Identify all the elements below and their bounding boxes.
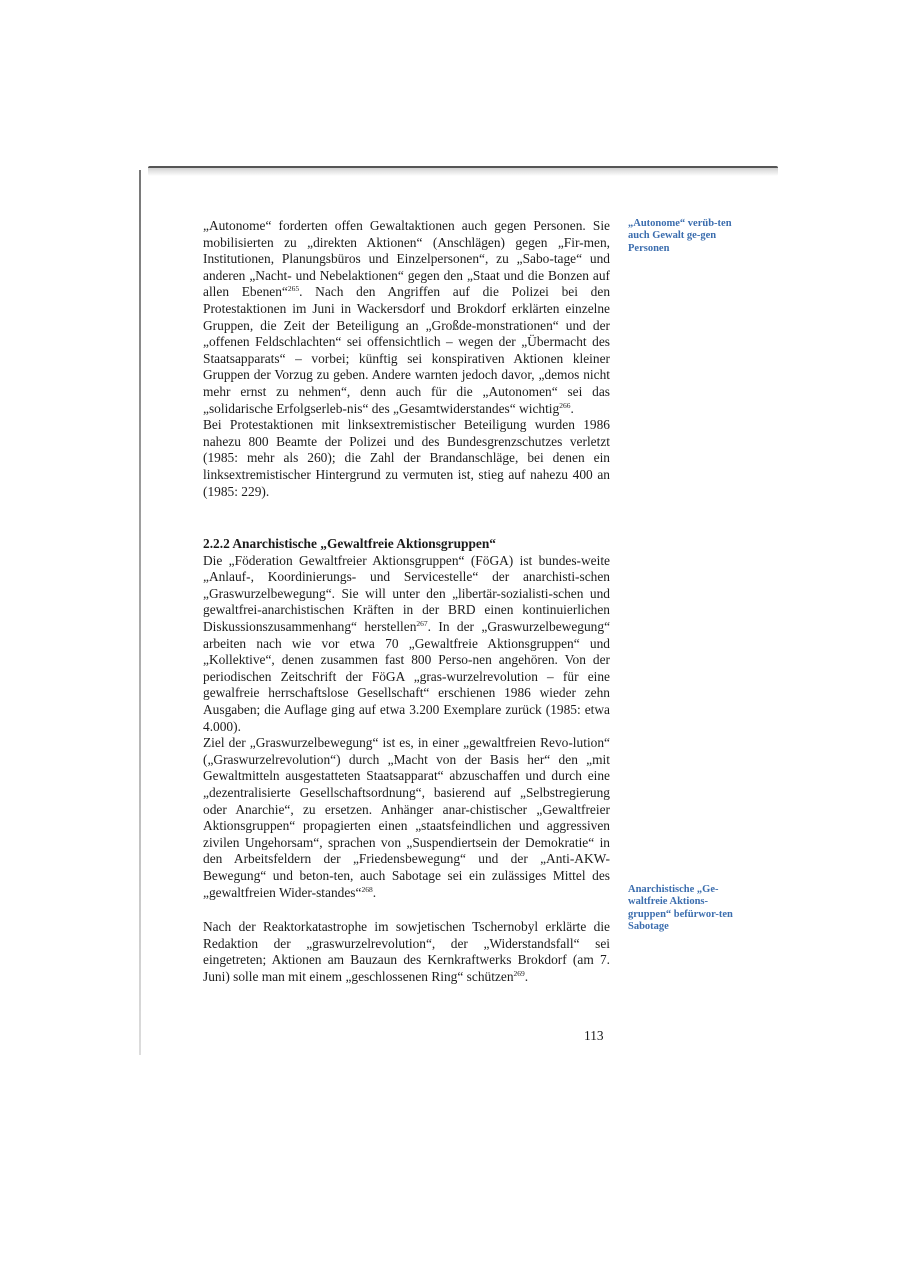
paragraph-text: . Nach den Angriffen auf die Polizei bei den Protestaktionen im Juni in Wackersdorf und Brokdorf erklärten einzelne Gruppen, die Zeit der Beteiligung an „Großde-monstrationen“ und der „offenen Feldschlachten“ sei offensichtlich – wegen der „Übermacht des Staatsapparats“ – vorbei; künftig sei konspirativen Aktionen kleiner Gruppen der Vorzug zu geben. Andere warnten jedoch davor, „demos nicht mehr ernst zu nehmen“, denn auch für die „Autonomen“ sei das „solidarische Erfolgserleb-nis“ des „Gesamtwiderstandes“ wichtig — [203, 284, 611, 416]
main-text-column — [203, 218, 610, 986]
footnote-ref: 265 — [287, 284, 300, 294]
paragraph-text: Die „Föderation Gewaltfreier Aktionsgruppen“ (FöGA) ist bundes-weite „Anlauf-, Koordinierungs- und Servicestelle“ der anarchisti-schen „Graswurzelbewegung“. Sie will unter den „libertär-sozialisti-schen und gewaltfrei-anarchistischen Kräften in der BRD einen kontinuierlichen Diskussionszusammenhang“ herstellen — [203, 552, 610, 635]
footnote-ref: 268 — [361, 884, 373, 894]
footnote-ref: 269 — [513, 968, 525, 978]
page-left-edge — [139, 170, 141, 1055]
spacer — [203, 500, 610, 536]
paragraph-text: . — [570, 400, 574, 416]
margin-note-anarchistische: Anarchistische „Ge-waltfreie Aktions-gruppen“ befürwor-ten Sabotage — [628, 884, 733, 933]
paragraph-text: Bei Protestaktionen mit linksextremistischer Beteiligung wurden 1986 nahezu 800 Beamte der Polizei und des Bundesgrenzschutzes verletzt (1985: mehr als 260); die Zahl der Brandanschläge, bei denen ein linksextremistischer Hintergrund zu vermuten ist, stieg auf nahezu 400 an (1985: 229). — [203, 417, 610, 499]
margin-note-autonome: „Autonome“ verüb-ten auch Gewalt ge-gen Personen — [628, 218, 732, 254]
paragraph-tschernobyl — [203, 919, 610, 985]
paragraph-autonome — [203, 218, 610, 417]
paragraph-text: Ziel der „Graswurzelbewegung“ ist es, in einer „gewaltfreien Revo-lution“ („Graswurzelrevolution“) durch „Macht von der Basis her“ den „mit Gewaltmitteln ausgestatteten Staatsapparat“ abzuschaffen und durch eine „dezentralisierte Gesellschaftsordnung“, basierend auf „Selbstregierung oder Anarchie“, zu ersetzen. Anhänger anar-chistischer „Gewaltfreier Aktionsgruppen“ propagierten einen „staatsfeindlichen und aggressiven zivilen Ungehorsam“, sprachen von „Suspendiertsein der Demokratie“ in den Arbeitsfeldern der „Friedensbewegung“ und der „Anti-AKW-Bewegung“ und beton-ten, auch Sabotage sei ein zulässiges Mittel des „gewaltfreien Wider-standes“ — [203, 735, 610, 900]
paragraph-text: . — [524, 968, 529, 984]
paragraph-text: Nach der Reaktorkatastrophe im sowjetischen Tschernobyl erklärte die Redaktion der „graswurzelrevolution“, der „Widerstandsfall“ sei eingetreten; Aktionen am Bauzaun des Kernkraftwerks Brokdorf (am 7. Juni) solle man mit einem „geschlossenen Ring“ schützen — [203, 919, 610, 984]
footnote-ref: 267 — [416, 619, 428, 629]
page-top-edge-shadow — [148, 166, 778, 176]
footnote-ref: 266 — [559, 400, 571, 410]
paragraph-text: . In der „Graswurzelbewegung“ arbeiten nach wie vor etwa 70 „Gewaltfreie Aktionsgruppen“ und „Kollektive“, denen zusammen fast 800 Perso-nen angehören. Von der periodischen Zeitschrift der FöGA „gras-wurzelrevolution – für eine gewalfreie herrschaftslose Gesellschaft“ erschienen 1986 wieder zehn Ausgaben; die Auflage ging auf etwa 3.200 Exemplare zurück (1985: etwa 4.000). — [203, 619, 611, 734]
paragraph-foega — [203, 553, 610, 736]
paragraph-text: „Autonome“ forderten offen Gewaltaktionen auch gegen Personen. Sie mobilisierten zu „direkten Aktionen“ (Anschlägen) gegen „Fir-men, Institutionen, Planungsbüros und Einzelpersonen“, zu „Sabo-tage“ und anderen „Nacht- und Nebelaktionen“ gegen den „Staat und die Bonzen auf allen Ebenen“ — [203, 218, 610, 300]
page-number: 113 — [584, 1028, 604, 1043]
paragraph-protestaktionen — [203, 417, 610, 500]
section-heading: 2.2.2 Anarchistische „Gewaltfreie Aktionsgruppen“ — [203, 536, 496, 552]
paragraph-ziel — [203, 735, 610, 901]
spacer — [203, 901, 610, 919]
paragraph-text: . — [372, 884, 377, 900]
